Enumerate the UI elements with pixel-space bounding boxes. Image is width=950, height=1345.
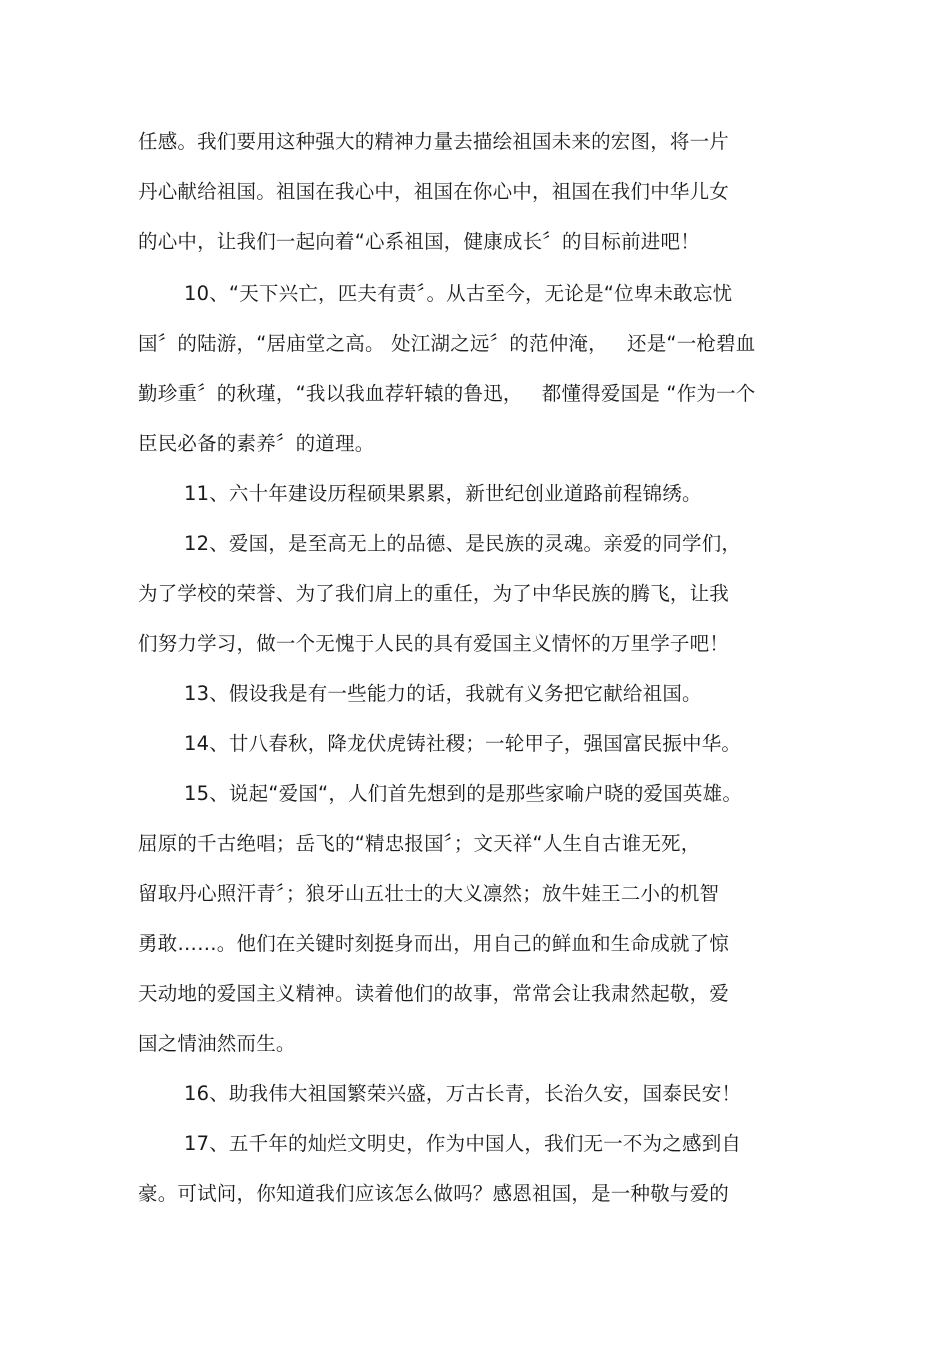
text-line: 11、六十年建设历程硕果累累，新世纪创业道路前程锦绣。 [184,482,702,505]
text-line: 们努力学习，做一个无愧于人民的具有爱国主义情怀的万里学子吧！ [138,632,730,655]
text-line: 屈原的千古绝唱；岳飞的“精忠报国〞；文天祥“人生自古谁无死， [138,832,701,855]
text-line: 13、假设我是有一些能力的话，我就有义务把它献给祖国。 [184,682,702,705]
text-line: 国之情油然而生。 [138,1032,296,1055]
text-line: 勤珍重〞的秋瑾，“我以我血荐轩辕的鲁迅， 都懂得爱国是 “作为一个 [138,382,756,405]
text-line: 17、五千年的灿烂文明史，作为中国人，我们无一不为之感到自 [184,1132,742,1155]
text-line: 国〞的陆游，“居庙堂之高。 处江湖之远〞的范仲淹， 还是“一枪碧血 [138,332,756,355]
text-line: 留取丹心照汗青〞；狼牙山五壮士的大义凛然；放牛娃王二小的机智 [138,882,720,905]
text-line: 12、爱国，是至高无上的品德、是民族的灵魂。亲爱的同学们， [184,532,742,555]
text-line: 为了学校的荣誉、为了我们肩上的重任，为了中华民族的腾飞，让我 [138,582,730,605]
text-line: 丹心献给祖国。祖国在我心中，祖国在你心中，祖国在我们中华儿女 [138,180,730,203]
text-line: 任感。我们要用这种强大的精神力量去描绘祖国未来的宏图，将一片 [138,130,730,153]
text-line: 豪。可试问，你知道我们应该怎么做吗？感恩祖国，是一种敬与爱的 [138,1182,730,1205]
text-line: 天动地的爱国主义精神。读着他们的故事，常常会让我肃然起敬，爱 [138,982,730,1005]
text-line: 14、廿八春秋，降龙伏虎铸社稷；一轮甲子，强国富民振中华。 [184,732,742,755]
text-line: 10、“天下兴亡，匹夫有责〞。从古至今，无论是“位卑未敢忘忧 [184,282,733,305]
text-line: 的心中，让我们一起向着“心系祖国，健康成长〞的目标前进吧！ [138,230,700,253]
text-line: 15、说起“爱国“，人们首先想到的是那些家喻户晓的爱国英雄。 [184,782,743,805]
text-line: 16、助我伟大祖国繁荣兴盛，万古长青，长治久安，国泰民安！ [184,1082,742,1105]
text-line: 臣民必备的素养〞的道理。 [138,432,375,455]
text-line: 勇敢……。他们在关键时刻挺身而出，用自己的鲜血和生命成就了惊 [138,932,730,955]
